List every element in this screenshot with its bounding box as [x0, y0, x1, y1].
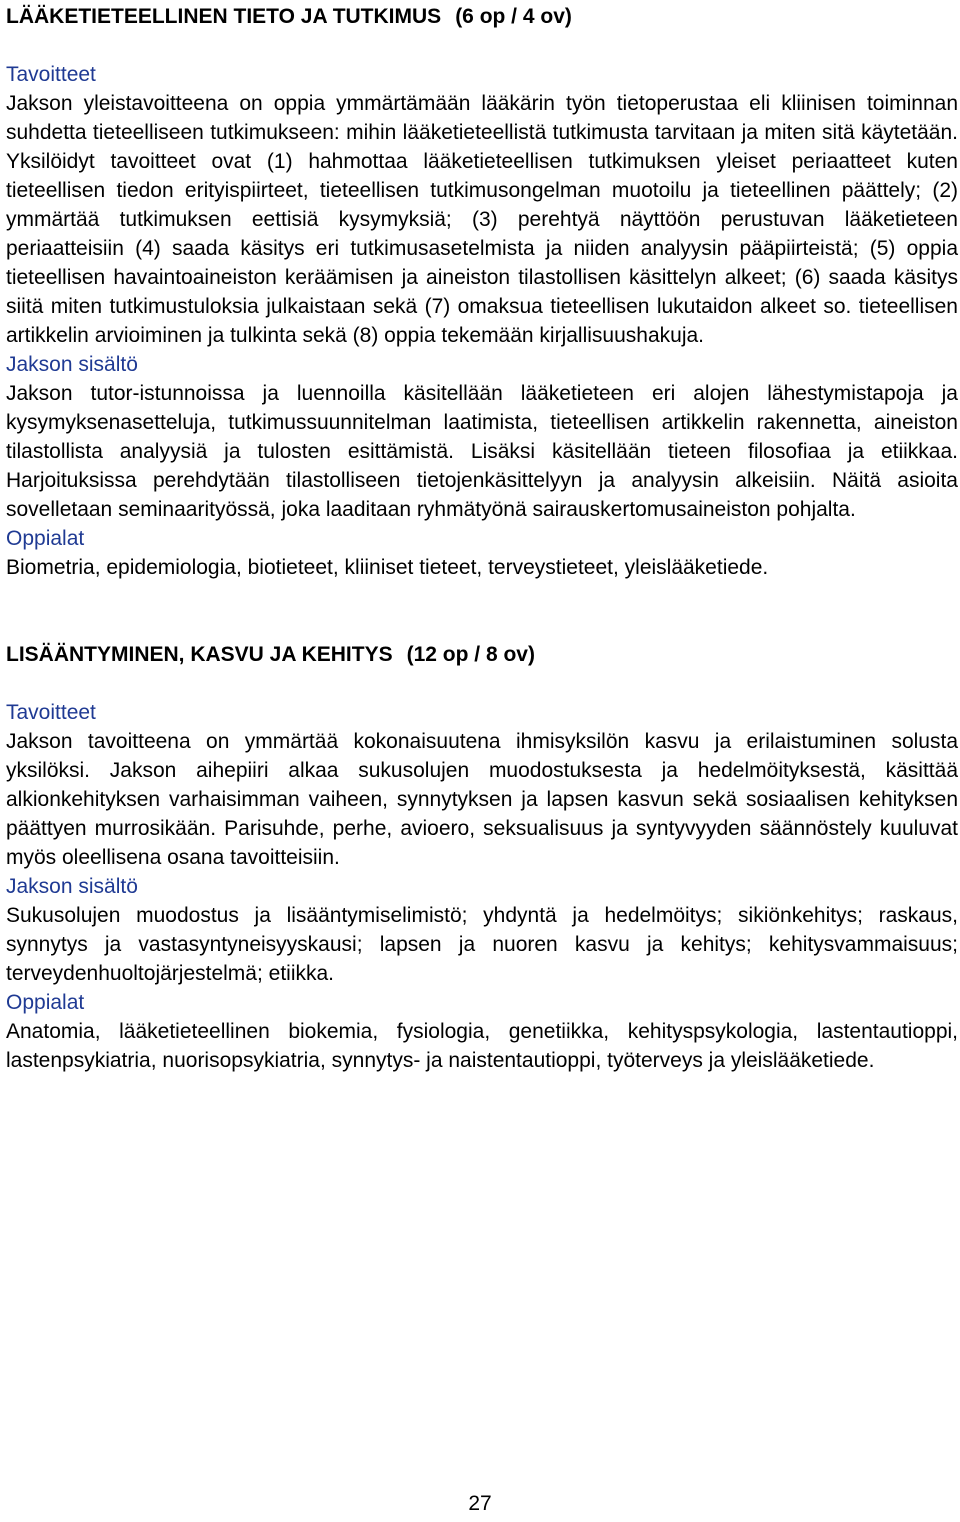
- subheading-disciplines: Oppialat: [6, 527, 85, 550]
- page-number: 27: [468, 1492, 492, 1515]
- spacer: [6, 582, 958, 640]
- spacer: [6, 669, 958, 698]
- subheading-goals: Tavoitteet: [6, 701, 96, 724]
- goals-text: Jakson yleistavoitteena on oppia ymmärtämään lääkärin työn tietoperustaa eli kliinisen toiminnan suhdetta tieteelliseen tutkimukseen: mihin lääketieteellistä tutkimusta tarvitaan ja miten sitä käytetään. Yksilöidyt tavoitteet ovat (1) hahmottaa lääketieteellisen tutkimuksen yleiset periaatteet kuten tieteellisen tiedon erityispiirteet, tieteellisen tutkimusongelman muotoilu ja tieteellinen päättely; (2) ymmärtää tutkimuksen eettisiä kysymyksiä; (3) perehtyä näyttöön perustuvan lääketieteen periaatteisiin (4) saada käsitys eri tutkimusasetelmista ja niiden analyysin pääpiirteistä; (5) oppia tieteellisen havaintoaineiston keräämisen ja aineiston tilastollisen käsittelyn alkeet; (6) saada käsitys siitä miten tutkimustuloksia julkaistaan sekä (7) omaksua tieteellisen lukutaidon alkeet so. tieteellisen artikkelin arvioiminen ja tulkinta sekä (8) oppia tekemään kirjallisuushakuja.: [6, 92, 958, 347]
- section-credits: (12 op / 8 ov): [406, 643, 535, 666]
- section-credits: (6 op / 4 ov): [455, 5, 572, 28]
- subheading-disciplines: Oppialat: [6, 991, 85, 1014]
- section-title-text: LÄÄKETIETEELLINEN TIETO JA TUTKIMUS: [6, 5, 442, 28]
- disciplines-text: Biometria, epidemiologia, biotieteet, kliiniset tieteet, terveystieteet, yleislääketiede.: [6, 556, 769, 579]
- goals-text: Jakson tavoitteena on ymmärtää kokonaisuutena ihmisyksilön kasvu ja erilaistuminen solusta yksilöksi. Jakson aihepiiri alkaa sukusolujen muodostuksesta ja hedelmöityksestä, käsittää alkionkehityksen varhaisimman vaiheen, synnytyksen ja lapsen kasvun sekä sosiaalisen kehityksen päättyen murrosikään. Parisuhde, perhe, avioero, seksualisuus ja syntyvyyden säännöstely kuuluvat myös oleellisena osana tavoitteisiin.: [6, 730, 958, 869]
- subheading-goals: Tavoitteet: [6, 63, 96, 86]
- section-title: [6, 640, 958, 669]
- document-page: [6, 2, 958, 1075]
- content-text: Jakson tutor-istunnoissa ja luennoilla käsitellään lääketieteen eri alojen lähestymistapoja ja kysymyksenasetteluja, tutkimussuunnitelman laatimista, tieteellisen artikkelin rakennetta, aineiston tilastollista analyysiä ja tulosten esittämistä. Lisäksi käsitellään tieteen filosofiaa ja etiikkaa. Harjoituksissa perehdytään tilastolliseen tietojenkäsittelyyn ja analyysin alkeisiin. Näitä asioita sovelletaan seminaarityössä, joka laaditaan ryhmätyönä sairauskertomusaineiston pohjalta.: [6, 382, 958, 521]
- subheading-content: Jakson sisältö: [6, 875, 138, 898]
- section-title: [6, 2, 958, 31]
- spacer: [6, 31, 958, 60]
- course-section: [6, 2, 958, 582]
- disciplines-text: Anatomia, lääketieteellinen biokemia, fysiologia, genetiikka, kehityspsykologia, lastentautioppi, lastenpsykiatria, nuorisopsykiatria, synnytys- ja naistentautioppi, työterveys ja yleislääketiede.: [6, 1020, 958, 1072]
- course-section: [6, 640, 958, 1075]
- subheading-content: Jakson sisältö: [6, 353, 138, 376]
- section-title-text: LISÄÄNTYMINEN, KASVU JA KEHITYS: [6, 643, 393, 666]
- content-text: Sukusolujen muodostus ja lisääntymiselimistö; yhdyntä ja hedelmöitys; sikiönkehitys; raskaus, synnytys ja vastasyntyneisyyskausi; lapsen ja nuoren kasvu ja kehitys; kehitysvammaisuus; terveydenhuoltojärjestelmä; etiikka.: [6, 904, 958, 985]
